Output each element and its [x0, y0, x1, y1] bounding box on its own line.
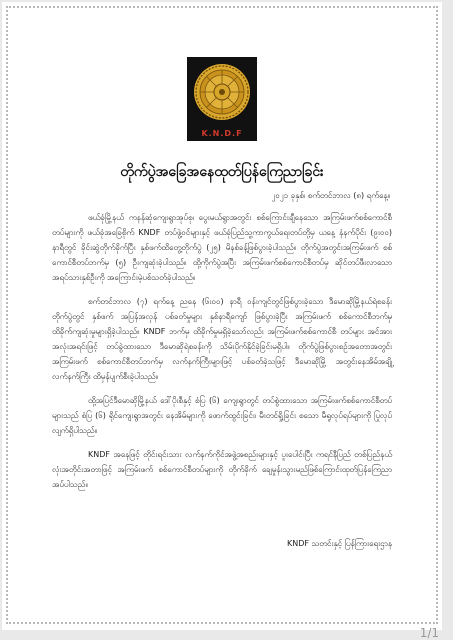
document-date: ၂၀၂၁ ခုနှစ်၊ စက်တင်ဘာလ (၈) ရက်နေ့။: [271, 191, 390, 200]
paragraph: KNDF အနေဖြင့် တိုင်းရင်းသား လက်နက်ကိုင်အဖွဲ့အစည်းများနှင့် ပူးပေါင်းပြီး ကရင်နီပြည် တစ်ပြည်နယ် လုံးအတိုင်းအတာဖြင့် အကြမ်းဖက် စစ်ကောင်စီတပ်များကို တိုက်ခိုက် ချေမှုန်းသွားမည်ဖြစ်ကြောင်းထုတ်ပြန်ကြေညာအပ်ပါသည်။: [52, 450, 392, 489]
paragraph: စက်တင်ဘာလ (၇) ရက်နေ့ ညနေ (၆း၀၀) နာရီ ဝန်းကျင်တွင်ဖြစ်ပွားခဲ့သော ဒီမောဆိုမြို့နယ်ရဲစခန်း တိုက်ပွဲတွင် နှစ်ဖက် အပြန်အလှန် ပစ်ခတ်မှုများ နှစ်နာရီကျော် ဖြစ်ပွားခဲ့ပြီး အကြမ်းဖက် စစ်ကောင်စီဘက်မှ ထိခိုက်ကျဆုံးမှုများရှိခဲ့ပါသည်။ KNDF ဘက်မှ ထိခိုက်မှုမရှိခဲ့သော်လည်း အကြမ်းဖက်စစ်ကောင်စီ တပ်များ အင်အားအလုံးအရင်းဖြင့် တပ်ခွဲထားသော ဒီမောဆိုရဲစခန်းကို သိမ်းပိုက်နိုင်ခဲ့ခြင်းမရှိပါ။ တိုက်ပွဲဖြစ်ပွားစဉ်အတောအတွင်း အကြမ်းဖက် စစ်ကောင်စီတပ်ဘက်မှ လက်နက်ကြီးများဖြင့် ပစ်ခတ်ခဲ့သဖြင့် ဒီမောဆိုမြို့ အတွင်းနေအိမ်အချို့ လက်နက်ကြီး ထိမှန်ပျက်စီးခဲ့ပါသည်။: [52, 297, 392, 381]
document-page: [2, 2, 442, 630]
document-body: [52, 210, 392, 501]
paragraph: ထို့အပြင်ဒီမောဆိုမြို့နယ် ဒေါ်ပိုးစီနှင့် စံပြ (၆) ကျေးရွာတွင် တပ်စွဲထားသော အကြမ်းဖက်စစ်ကောင်စီတပ်များသည် စံပြ (၆) ရိုင်ကျေးရွာအတွင်း နေအိမ်များကို ဖောက်ထွင်းခြင်း၊ မီးတင်ရှို့ခြင်း စသော မီရူလုပ်ရပ်များကို ပြုလုပ်လျက်ရှိပါသည်။: [52, 396, 392, 435]
logo-caption: K.N.D.F: [201, 129, 243, 138]
kndf-logo: [187, 57, 257, 141]
kndf-emblem-icon: [187, 57, 257, 127]
page-title: တိုက်ပွဲအခြေအနေထုတ်ပြန်ကြေညာခြင်း: [120, 164, 324, 180]
signature-line: KNDF သတင်းနှင့် ပြန်ကြားရေးဌာန: [286, 539, 392, 548]
paragraph: ဖယ်ခုံမြို့နယ် ကနန်ဆုံကျေးရွာအုပ်စု၊ ပွေးမယ်ရွာအတွင်း စစ်ကြောင်းချီနေသော အကြမ်းဖက်စစ်ကောင်စီတပ်များကို ဖယ်ခုံအခြေစိုက် KNDF တပ်ဖွဲ့ဝင်များနှင့် ဖယ်ခုံပြည်သူ့ကာကွယ်ရေးတပ်တို့မှ ယနေ့ နံနက်ပိုင်း (၉း၀၀) နာရီတွင် ခိုင်းဆွဲတိုက်ခိုက်ပြီး နှစ်ဖက်ထိတွေ့တိုက်ပွဲ (၂၅) မိနစ်ခန့်ဖြစ်ပွားခဲ့ပါသည်။ တိုက်ပွဲအတွင်းအကြမ်းဖက် စစ်ကောင်စီတပ်ဘက်မှ (၅) ဦးကျဆုံးခဲ့ပါသည်။ ထို့ကိုက်ပွဲအပြီး အကြမ်းဖက်စစ်ကောင်စီတပ်မှ ဆိုင်တပ်ဖီးလာသော အရပ်သားနှစ်ဦးကို အကြောင်းမဲ့ပစ်သတ်ခဲ့ပါသည်။: [52, 213, 392, 282]
page-number: 1/1: [419, 626, 439, 640]
